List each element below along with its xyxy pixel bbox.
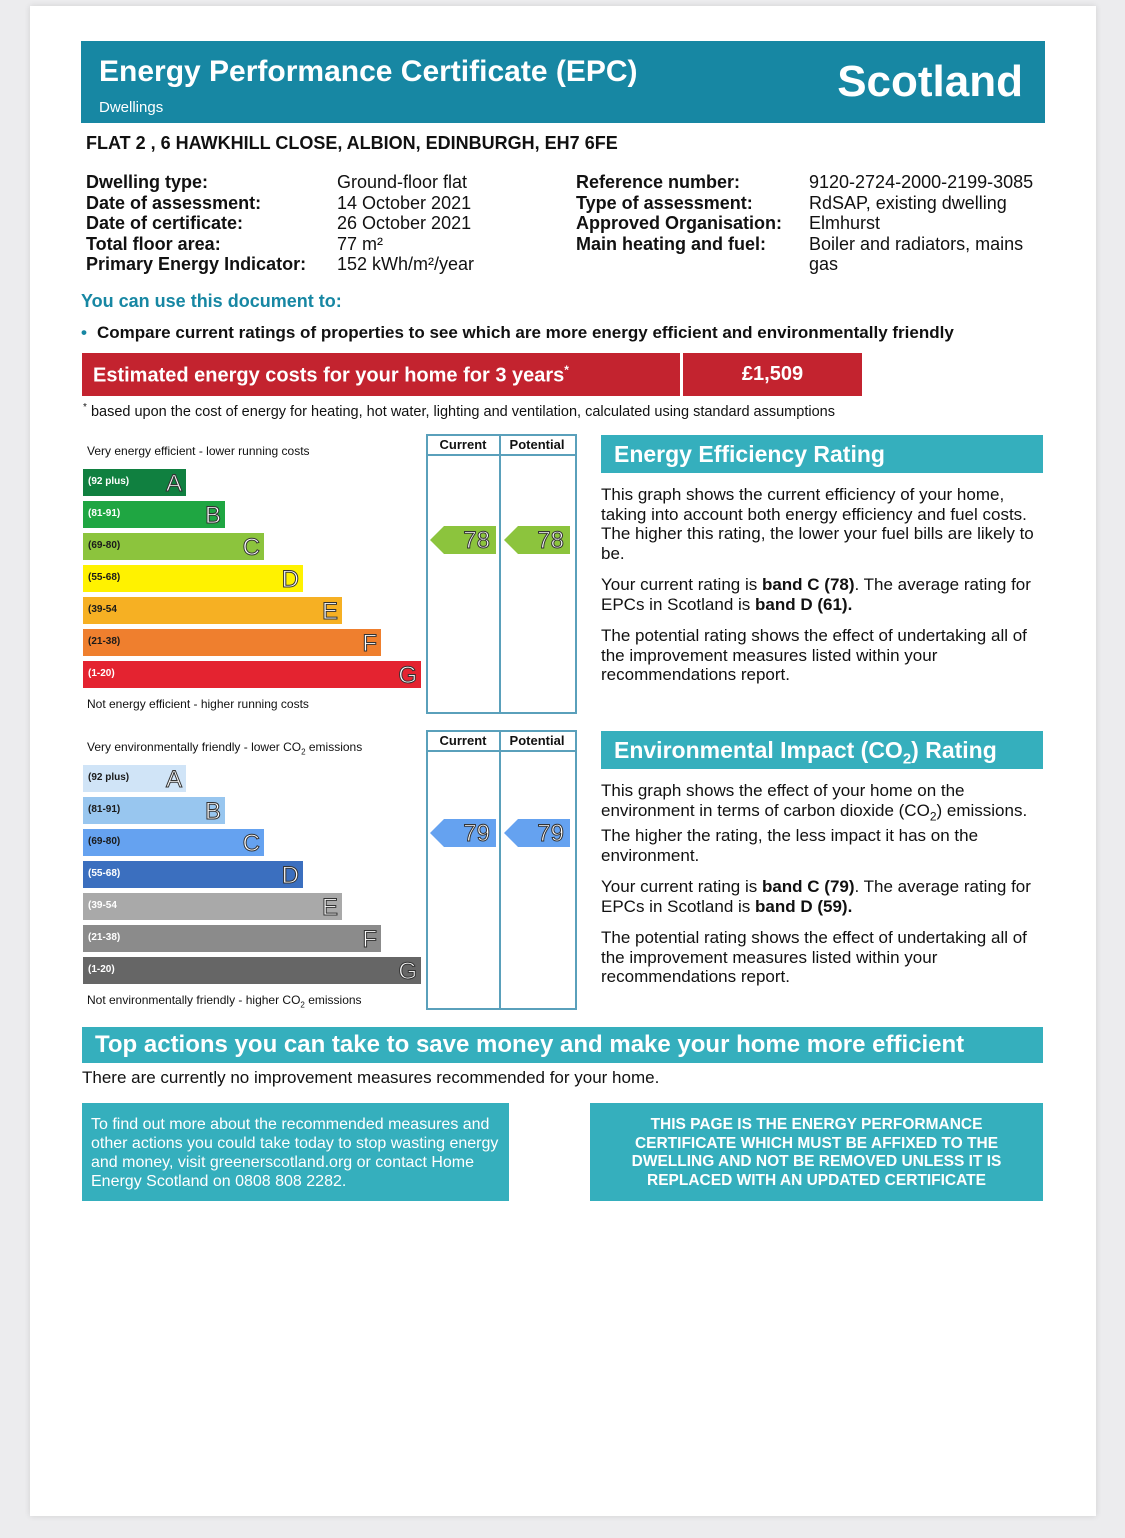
eer-p3: The potential rating shows the effect of undertaking all of the improvement measures listed within your recommendations report.: [601, 626, 1027, 684]
eer-p1: This graph shows the current efficiency of your home, taking into account both energy efficiency and fuel costs. The higher this rating, the lower your fuel bills are likely to be.: [601, 485, 1034, 563]
env-current-column: [426, 730, 500, 1010]
energy-current-header: Current: [439, 437, 487, 452]
env-top-label-text: Very environmentally friendly - lower CO: [87, 740, 302, 754]
band-range: (21-38): [88, 932, 121, 943]
band-letter: D: [281, 862, 299, 889]
rating-band-a: [83, 765, 186, 792]
rating-band-d: [83, 861, 303, 888]
eir-p2: [601, 877, 1043, 916]
eer-p2-b: band C (78): [761, 575, 855, 594]
energy-potential-value: 78: [537, 527, 564, 554]
eir-title-sub: 2: [902, 750, 912, 768]
info-right-text: THIS PAGE IS THE ENERGY PERFORMANCE CERTIFICATE WHICH MUST BE AFFIXED TO THE DWELLING AND NOT BE REMOVED UNLESS IT IS REPLACED WITH AN UPDATED CERTIFICATE: [631, 1116, 1002, 1189]
band-range: (55-68): [88, 572, 121, 583]
cost-value: £1,509: [741, 363, 804, 385]
band-letter: G: [398, 958, 417, 985]
env-top-label: [87, 740, 362, 756]
eir-title-a: Environmental Impact (CO: [614, 737, 903, 763]
band-letter: B: [204, 502, 221, 529]
property-address: FLAT 2 , 6 HAWKHILL CLOSE, ALBION, EDINBURGH, EH7 6FE: [86, 133, 618, 153]
detail-label: Reference number:: [576, 172, 741, 192]
details-left-labels: [86, 172, 306, 275]
band-range: (1-20): [88, 668, 115, 679]
cost-label-bar: [82, 353, 680, 396]
info-left-text: To find out more about the recommended measures and other actions you could take today to stop wasting energy and money, visit greenerscotland.org or contact Home Energy Scotland on 0808 808 2282.: [91, 1116, 499, 1190]
detail-value: 14 October 2021: [337, 192, 472, 213]
energy-potential-column: [499, 434, 577, 714]
info-box-left: [82, 1103, 509, 1201]
eer-p2: [601, 575, 1043, 614]
detail-label: Primary Energy Indicator:: [86, 254, 307, 274]
band-range: (21-38): [88, 636, 121, 647]
header-country: Scotland: [837, 57, 1023, 106]
eir-p1-a: This graph shows the effect of your home on the environment in terms of carbon dioxide (CO: [601, 781, 965, 820]
env-current-arrow: [430, 819, 496, 847]
eir-panel-title: [601, 731, 1043, 769]
env-top-label-end: emissions: [305, 740, 363, 754]
footnote-asterisk: *: [83, 402, 87, 413]
rating-band-f: [83, 629, 381, 656]
rating-band-b: [83, 501, 225, 528]
cost-label: [93, 363, 569, 388]
eir-p2-c: . The average rating for EPCs in Scotland is: [601, 877, 1031, 916]
detail-label: Approved Organisation:: [576, 213, 783, 233]
env-bottom-label-end: emissions: [304, 993, 362, 1007]
band-range: (39-54: [88, 604, 117, 615]
rating-band-a: [83, 469, 186, 496]
band-letter: E: [321, 598, 338, 625]
env-bottom-label-sub: 2: [300, 1000, 305, 1010]
env-potential-value: 79: [537, 820, 564, 847]
rating-band-e: [83, 893, 342, 920]
detail-value: 9120-2724-2000-2199-3085: [809, 172, 1034, 192]
env-current-header: Current: [439, 733, 487, 748]
eir-p1-sub: 2: [929, 808, 937, 823]
eir-p1: [601, 781, 1043, 865]
cost-value-bar: [683, 353, 862, 396]
band-letter: C: [242, 830, 260, 857]
eir-panel-text: [601, 781, 1043, 999]
band-range: (39-54: [88, 900, 117, 911]
eer-p2-d: band D (61).: [755, 594, 853, 614]
details-right-values: [809, 172, 1045, 275]
energy-current-column: [426, 434, 500, 714]
eer-p2-c: . The average rating for EPCs in Scotland is: [601, 575, 1031, 614]
band-letter: G: [398, 662, 417, 689]
band-letter: F: [362, 630, 377, 657]
eir-p2-d: band D (59).: [755, 896, 853, 916]
header-title: Energy Performance Certificate (EPC): [99, 55, 638, 88]
actions-text: There are currently no improvement measures recommended for your home.: [82, 1068, 660, 1087]
detail-value: Boiler and radiators, mains gas: [809, 233, 1024, 274]
use-document-lead: You can use this document to:: [81, 291, 342, 311]
detail-value: 152 kWh/m²/year: [337, 254, 475, 274]
detail-value: 26 October 2021: [337, 213, 472, 233]
band-range: (1-20): [88, 964, 115, 975]
env-potential-column: [499, 730, 577, 1010]
eer-p2-a: Your current rating is: [601, 575, 762, 594]
detail-label: Main heating and fuel:: [576, 233, 767, 254]
bullet-icon: •: [81, 323, 87, 342]
detail-value: 77 m²: [337, 233, 384, 254]
eer-panel-title: Energy Efficiency Rating: [601, 435, 1043, 473]
energy-current-value: 78: [463, 527, 490, 554]
rating-band-c: [83, 533, 264, 560]
eer-panel-text: [601, 485, 1043, 697]
band-letter: B: [204, 798, 221, 825]
rating-band-d: [83, 565, 303, 592]
epc-header: [81, 41, 1045, 123]
cost-footnote: [83, 402, 835, 420]
bullet-text: Compare current ratings of properties to see which are more energy efficient and environmentally friendly: [96, 323, 954, 342]
detail-value: Ground-floor flat: [337, 172, 468, 192]
cost-asterisk: *: [564, 363, 569, 377]
rating-band-c: [83, 829, 264, 856]
footnote-text: based upon the cost of energy for heating, hot water, lighting and ventilation, calculated using standard assumptions: [90, 403, 835, 420]
header-subtitle: Dwellings: [99, 99, 164, 116]
band-range: (92 plus): [88, 772, 130, 783]
detail-label: Date of assessment:: [86, 192, 262, 213]
band-letter: A: [165, 470, 182, 497]
actions-title: Top actions you can take to save money and make your home more efficient: [82, 1027, 1043, 1063]
detail-label: Dwelling type:: [86, 172, 209, 192]
band-letter: E: [321, 894, 338, 921]
env-top-label-sub: 2: [301, 747, 306, 757]
energy-top-label: Very energy efficient - lower running costs: [87, 444, 310, 458]
energy-potential-arrow: [504, 526, 570, 554]
band-range: (55-68): [88, 868, 121, 879]
detail-value: Elmhurst: [809, 213, 881, 233]
band-range: (69-80): [88, 836, 121, 847]
details-right-labels: [576, 172, 782, 254]
env-potential-arrow: [504, 819, 570, 847]
detail-label: Date of certificate:: [86, 213, 244, 233]
detail-label: Type of assessment:: [576, 192, 753, 213]
energy-current-arrow: [430, 526, 496, 554]
detail-label: Total floor area:: [86, 233, 221, 254]
band-letter: A: [165, 766, 182, 793]
detail-value: RdSAP, existing dwelling: [809, 192, 1007, 213]
rating-band-f: [83, 925, 381, 952]
band-letter: D: [281, 566, 299, 593]
energy-header-divider: [426, 454, 575, 456]
env-bottom-label-text: Not environmentally friendly - higher CO: [87, 993, 301, 1007]
eir-title-b: ) Rating: [911, 737, 997, 763]
env-bottom-label: [87, 993, 362, 1009]
info-box-right: [590, 1103, 1043, 1201]
band-range: (81-91): [88, 508, 121, 519]
energy-potential-header: Potential: [509, 437, 565, 452]
eir-p1-b: ) emissions. The higher the rating, the less impact it has on the environment.: [601, 800, 1028, 865]
energy-bottom-label: Not energy efficient - higher running costs: [87, 697, 309, 711]
band-range: (81-91): [88, 804, 121, 815]
env-potential-header: Potential: [509, 733, 565, 748]
rating-band-e: [83, 597, 342, 624]
band-range: (92 plus): [88, 476, 130, 487]
env-header-divider: [426, 750, 575, 752]
eir-p2-b: band C (79): [761, 877, 855, 897]
cost-label-text: Estimated energy costs for your home for 3 years: [93, 364, 565, 387]
rating-band-g: [83, 957, 421, 984]
band-letter: C: [242, 534, 260, 561]
eir-p3: The potential rating shows the effect of undertaking all of the improvement measures listed within your recommendations report.: [601, 928, 1027, 987]
rating-band-b: [83, 797, 225, 824]
band-letter: F: [362, 926, 377, 953]
rating-band-g: [83, 661, 421, 688]
eir-p2-a: Your current rating is: [601, 877, 762, 897]
band-range: (69-80): [88, 540, 121, 551]
details-left-values: [337, 172, 474, 275]
use-document-bullet: [81, 323, 954, 343]
env-current-value: 79: [463, 820, 490, 847]
